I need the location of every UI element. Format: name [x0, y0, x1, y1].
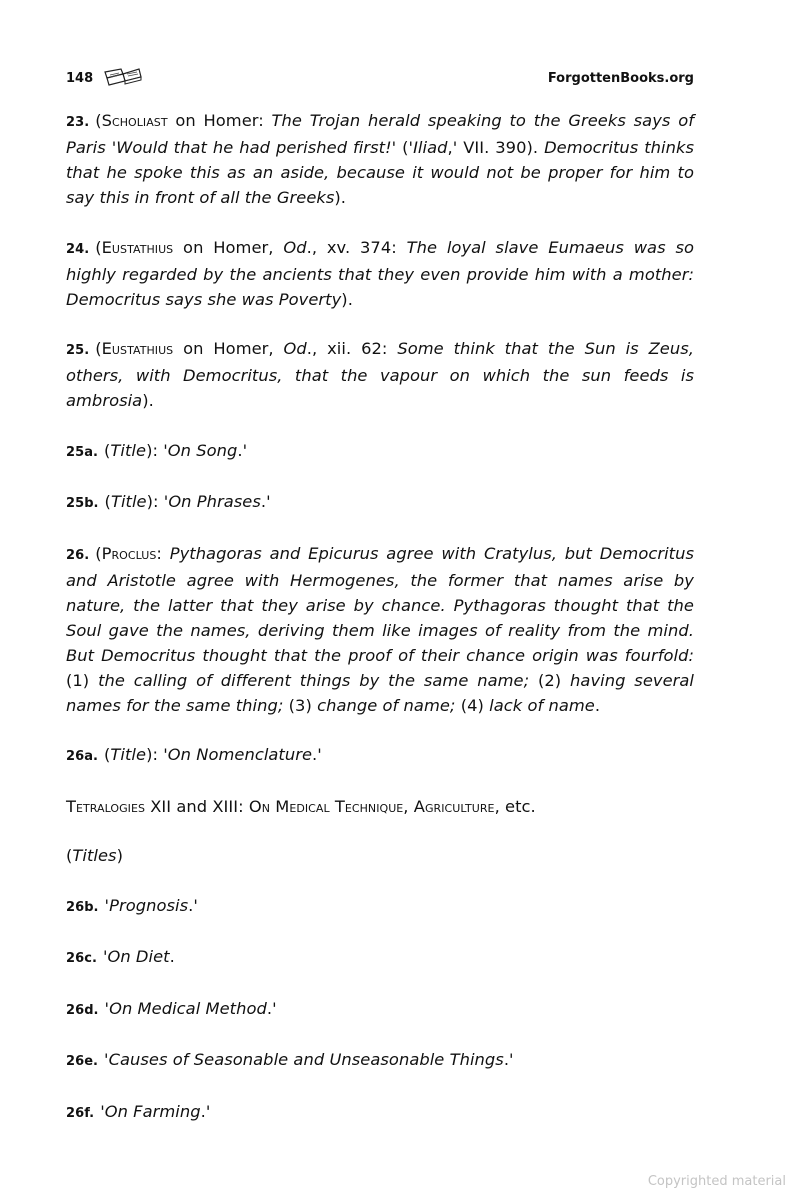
- entry-26: 26. (Proclus: Pythagoras and Epicurus agree with Cratylus, but Democritus and Aristotle agree with Hermogenes, the former that names arise by nature, the latter that they arise by chance. Pythagoras thought that the Soul gave the names, deriving them like images of reality from the mind. But Democritus thought that the proof of their chance origin was fourfold: (1) the calling of different things by the same name; (2) having several names for the same thing; (3) change of name; (4) lack of name.: [66, 543, 694, 715]
- entry-23: 23. (Scholiast on Homer: The Trojan herald speaking to the Greeks says of Paris 'Would that he had perished first!' ('Iliad,' VII. 390). Democritus thinks that he spoke this as an aside, because it would not be proper for him to say this in front of all the Greeks).: [66, 111, 694, 207]
- entry-number: 25.: [66, 343, 90, 358]
- open-book-icon: [103, 65, 143, 91]
- entry-26f: 26f. 'On Farming.': [66, 1101, 211, 1121]
- site-name: ForgottenBooks.org: [547, 70, 694, 86]
- entry-number: 23.: [66, 115, 90, 130]
- entry-number: 25b.: [66, 496, 99, 511]
- source-author: Proclus: [101, 543, 157, 563]
- entry-25a: 25a. (Title): 'On Song.': [66, 440, 248, 460]
- entry-number: 26e.: [66, 1054, 99, 1069]
- entry-25: 25. (Eustathius on Homer, Od., xii. 62: Some think that the Sun is Zeus, others, with Democritus, that the vapour on which the sun feeds is ambrosia).: [66, 339, 694, 410]
- entry-24: 24. (Eustathius on Homer, Od., xv. 374: The loyal slave Eumaeus was so highly regarded by the ancients that they even provide him with a mother: Democritus says she was Poverty).: [66, 237, 694, 309]
- entry-26b: 26b. 'Prognosis.': [66, 895, 198, 915]
- entry-number: 26f.: [66, 1105, 95, 1121]
- entry-number: 26c.: [66, 951, 97, 966]
- entry-number: 26b.: [66, 899, 99, 915]
- entry-26d: 26d. 'On Medical Method.': [66, 998, 277, 1018]
- page-number: 148: [66, 70, 94, 86]
- entry-number: 25a.: [66, 444, 99, 460]
- titles-heading: (Titles): [66, 846, 123, 865]
- entry-26a: 26a. (Title): 'On Nomenclature.': [66, 745, 322, 764]
- section-heading-tetralogies: Tetralogies XII and XIII: On Medical Technique, Agriculture, etc.: [66, 796, 536, 816]
- entry-25b: 25b. (Title): 'On Phrases.': [66, 492, 271, 511]
- source-author: Eustathius: [101, 339, 174, 358]
- entry-26e: 26e. 'Causes of Seasonable and Unseasonable Things.': [66, 1050, 514, 1069]
- page-header: [66, 66, 694, 90]
- entry-number: 26a.: [66, 749, 99, 764]
- copyright-watermark: Copyrighted material: [647, 1174, 786, 1189]
- source-author: Eustathius: [101, 237, 174, 257]
- source-author: Scholiast: [101, 111, 168, 130]
- page-header-left: [66, 65, 143, 91]
- page-body: [66, 108, 694, 1150]
- entry-26c: 26c. 'On Diet.: [66, 947, 175, 966]
- entry-number: 26d.: [66, 1002, 99, 1018]
- entry-number: 24.: [66, 241, 90, 257]
- entry-number: 26.: [66, 547, 90, 563]
